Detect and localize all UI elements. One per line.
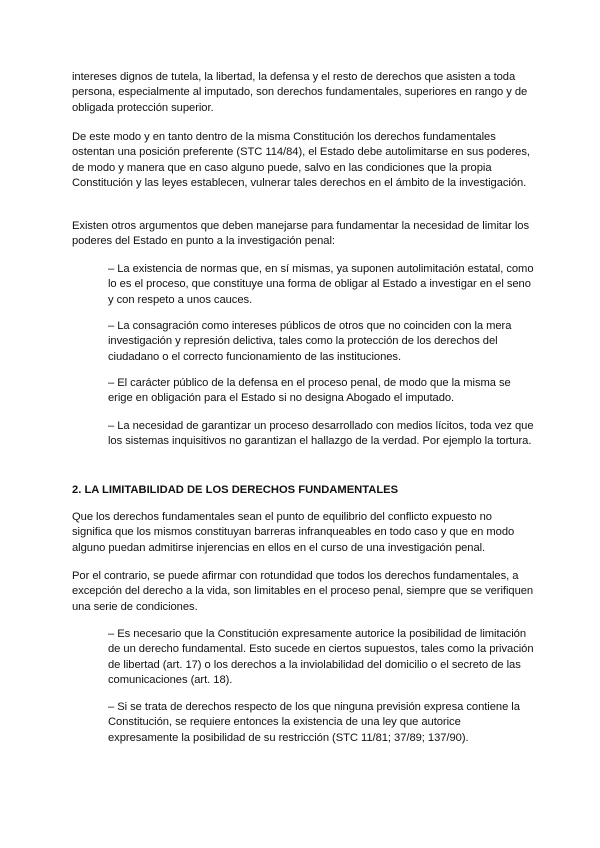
list-item-legal-authorization: – Si se trata de derechos respecto de los que ninguna previsión expresa contiene la Constitución, se requiere entonces la existencia de una ley que autorice expresamente la posibilidad de su restricción (STC 11/81; 37/89; 137/90). bbox=[108, 701, 520, 744]
list-item-lawful-process: – La necesidad de garantizar un proceso desarrollado con medios lícitos, toda vez que los sistemas inquisitivos no garantizan el hallazgo de la verdad. Por ejemplo la tortura. bbox=[108, 420, 534, 448]
paragraph-state-self-limitation: De este modo y en tanto dentro de la misma Constitución los derechos fundamentales ostentan una posición preferente (STC 114/84), el Estado debe autolimitarse en sus poderes, de modo y manera que en caso alguno puede, salvo en las condiciones que la propia Constitución y las leyes establecen, vulnerar tales derechos en el ámbito de la investigación. bbox=[72, 131, 530, 190]
list-item-constitutional-authorization: – Es necesario que la Constitución expresamente autorice la posibilidad de limitación de un derecho fundamental. Esto sucede en ciertos supuestos, tales como la privación de libertad (art. 17) o los derechos a la inviolabilidad del domicilio o el secreto de las comunicaciones (art. 18). bbox=[108, 628, 534, 687]
list-item-public-defense: – El carácter público de la defensa en el proceso penal, de modo que la misma se erige en obligación para el Estado si no designa Abogado el imputado. bbox=[108, 377, 511, 405]
section-heading: 2. LA LIMITABILIDAD DE LOS DERECHOS FUNDAMENTALES bbox=[72, 484, 399, 496]
paragraph-equilibrium: Que los derechos fundamentales sean el punto de equilibrio del conflicto expuesto no significa que los mismos constituyan barreras infranqueables en todo caso y que en modo alguno puedan admitirse injerencias en ellos en el curso de una investigación penal. bbox=[72, 511, 515, 554]
paragraph-limitable-rights: Por el contrario, se puede afirmar con rotundidad que todos los derechos fundamentales, a excepción del derecho a la vida, son limitables en el proceso penal, siempre que se verifiquen una serie de condiciones. bbox=[72, 570, 534, 613]
paragraph-intro-continuation: intereses dignos de tutela, la libertad, la defensa y el resto de derechos que asisten a toda persona, especialmente al imputado, son derechos fundamentales, superiores en rango y de obligada protección superior. bbox=[72, 71, 528, 114]
paragraph-other-arguments: Existen otros argumentos que deben manejarse para fundamentar la necesidad de limitar los poderes del Estado en punto a la investigación penal: bbox=[72, 220, 529, 248]
list-item-norms: – La existencia de normas que, en sí mismas, ya suponen autolimitación estatal, como lo es el proceso, que constituye una forma de obligar al Estado a investigar en el seno y con respeto a unos cauces. bbox=[108, 263, 534, 306]
list-item-public-interests: – La consagración como intereses públicos de otros que no coinciden con la mera investigación y represión delictiva, tales como la protección de los derechos del ciudadano o el correcto funcionamiento de las instituciones. bbox=[108, 320, 512, 363]
